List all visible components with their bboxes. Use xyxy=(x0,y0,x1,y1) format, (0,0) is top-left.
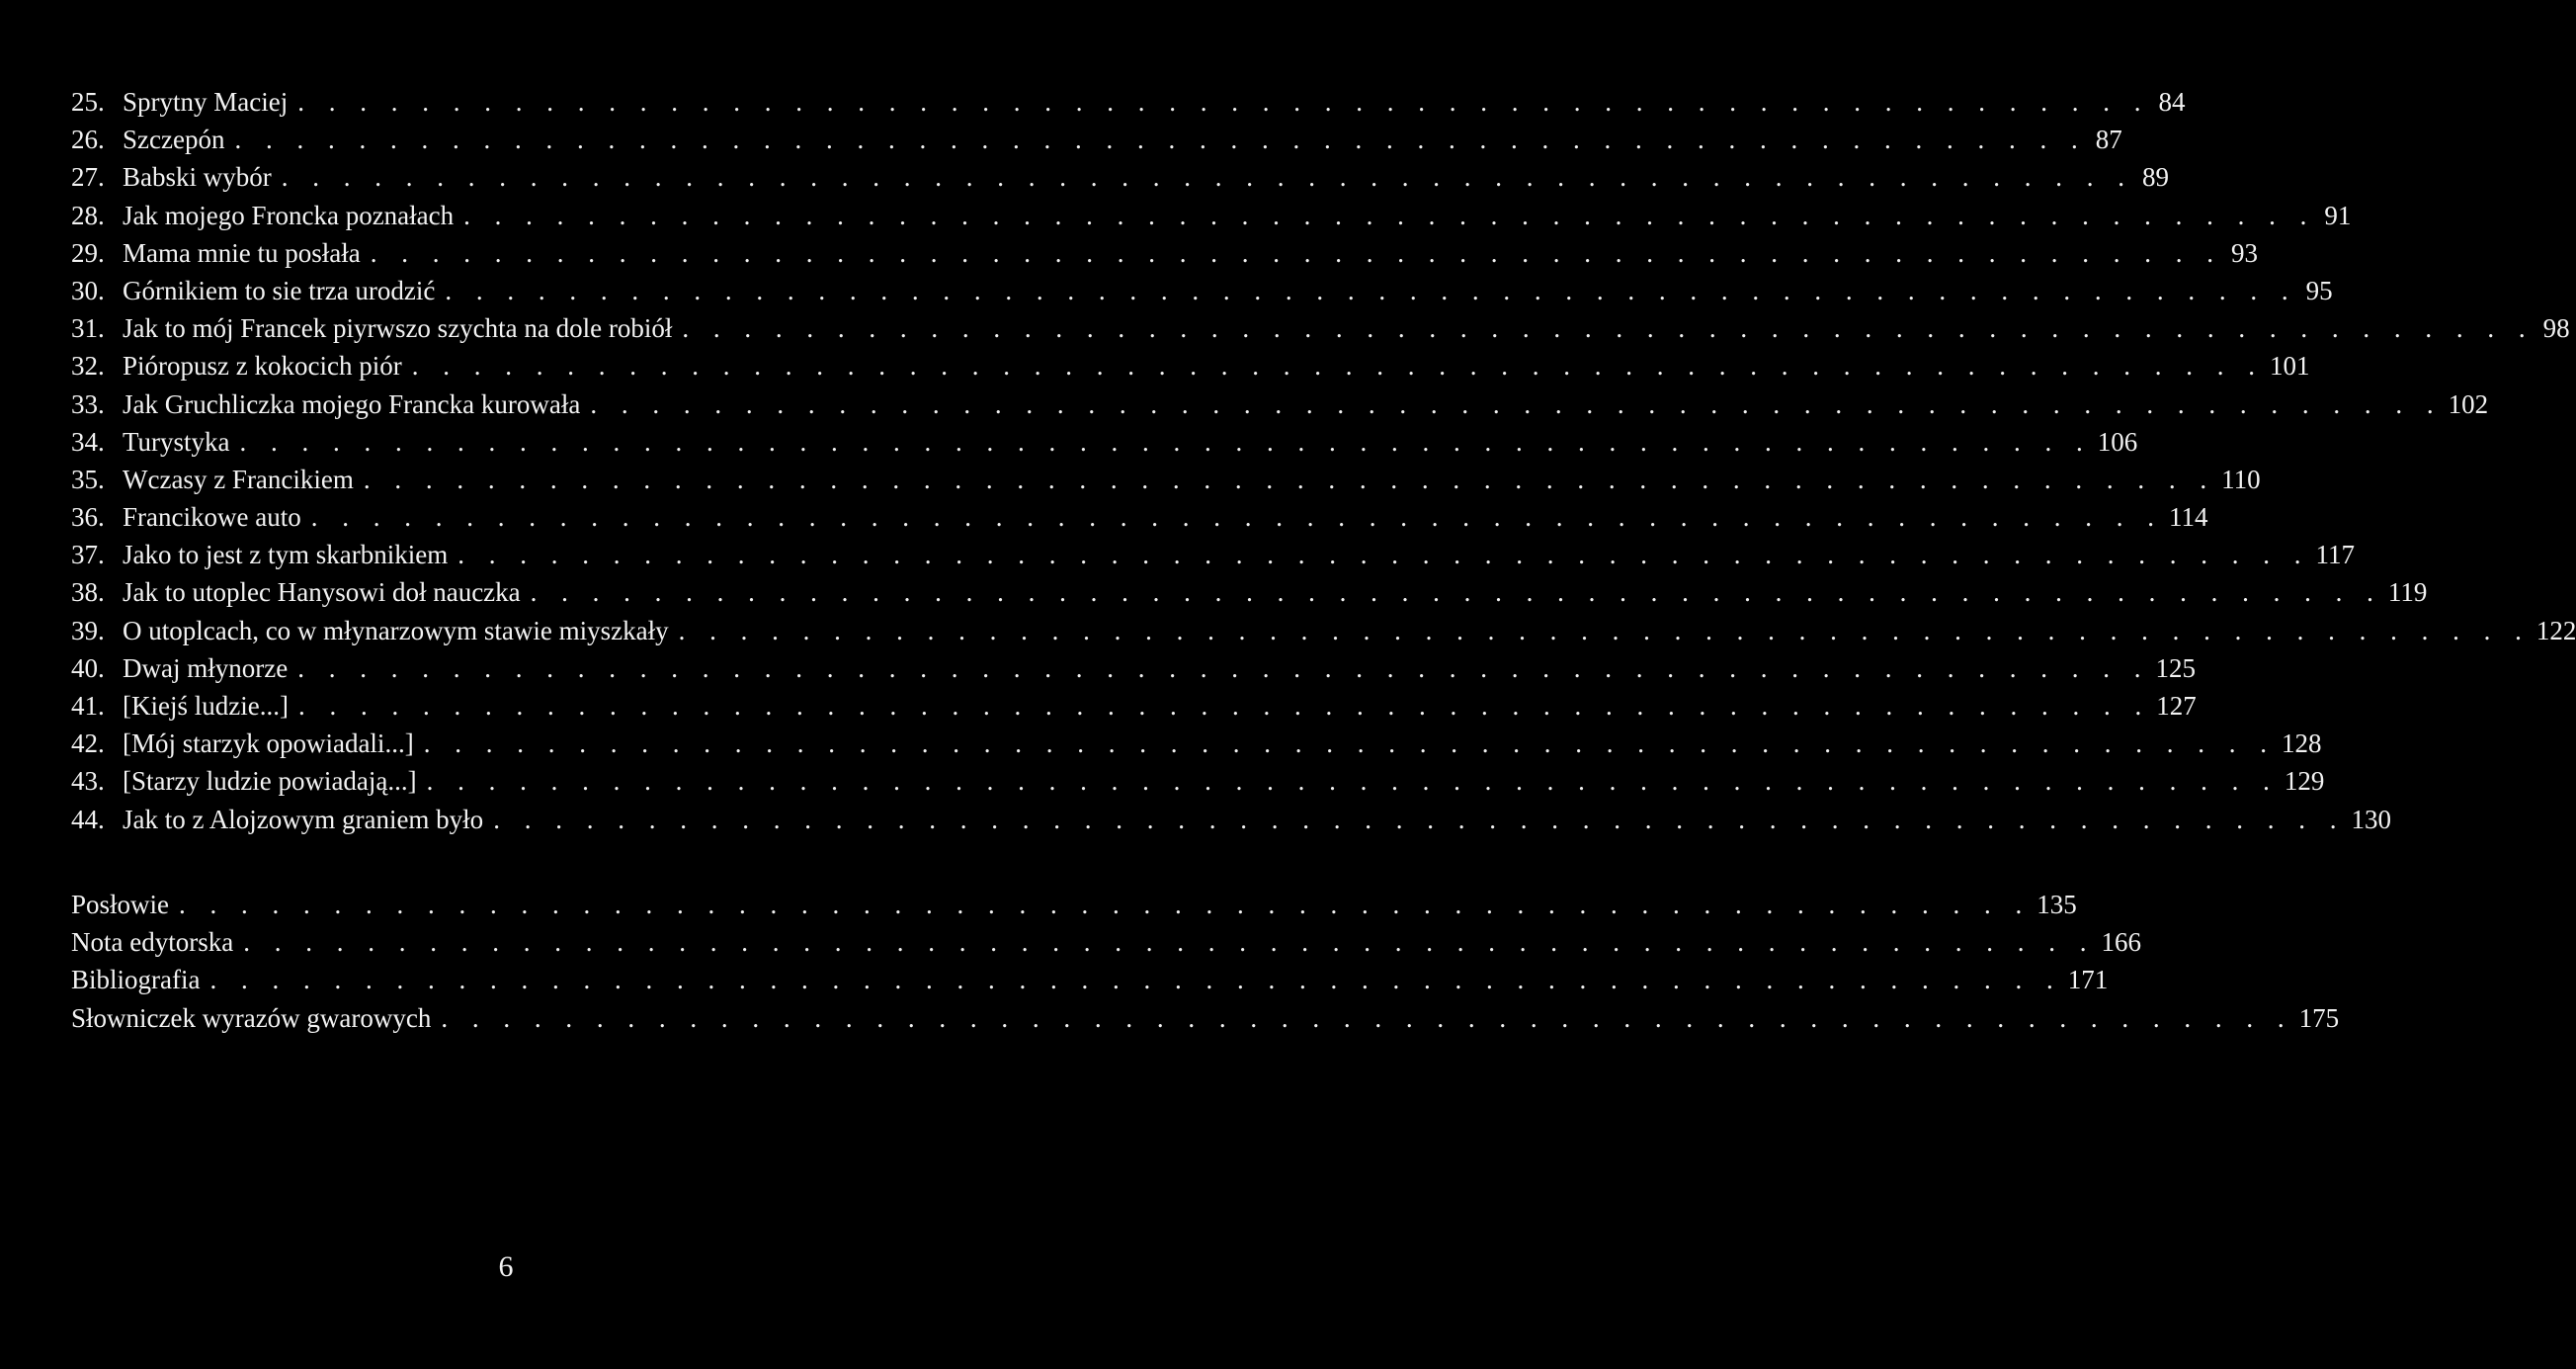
backmatter-list xyxy=(71,886,2340,1037)
backmatter-entry xyxy=(71,999,2340,1037)
chapter-number: 39. xyxy=(71,615,105,645)
dot-leader xyxy=(493,801,2351,838)
page-ref: 101 xyxy=(2269,351,2310,382)
dot-leader xyxy=(531,573,2388,611)
chapter-title: Sprytny Maciej xyxy=(123,87,289,117)
chapter-number: 44. xyxy=(71,804,105,834)
chapter-title: Turystyka xyxy=(123,426,230,457)
toc-entry xyxy=(71,461,2261,498)
chapter-number: 41. xyxy=(71,691,105,721)
section-title: Słowniczek wyrazów gwarowych xyxy=(71,1002,432,1033)
page-ref: 91 xyxy=(2324,200,2352,230)
chapter-number: 28. xyxy=(71,200,105,230)
dot-leader xyxy=(682,309,2539,347)
chapter-title: O utoplcach, co w młynarzowym stawie miyszkały xyxy=(123,615,669,645)
toc-entry xyxy=(71,385,2489,423)
toc-entry xyxy=(71,573,2428,611)
dot-leader xyxy=(297,83,2155,121)
chapter-title: Jak to utoplec Hanysowi doł nauczka xyxy=(123,577,521,608)
chapter-title: Jak Gruchliczka mojego Francka kurowała xyxy=(123,388,581,419)
table-of-contents xyxy=(71,83,2576,838)
toc-entry xyxy=(71,197,2352,234)
chapter-number: 36. xyxy=(71,502,105,533)
toc-entry xyxy=(71,309,2570,347)
page-ref: 98 xyxy=(2542,313,2570,344)
page-ref: 130 xyxy=(2351,804,2391,834)
section-title: Bibliografia xyxy=(71,965,201,995)
chapter-title: Dwaj młynorze xyxy=(123,652,289,683)
page-ref: 125 xyxy=(2155,652,2196,683)
dot-leader xyxy=(457,536,2315,573)
dot-leader xyxy=(441,999,2298,1037)
toc-entry xyxy=(71,801,2391,838)
chapter-title: Jak to z Alojzowym graniem było xyxy=(123,804,484,834)
dot-leader xyxy=(311,498,2169,536)
page-ref: 128 xyxy=(2281,728,2322,759)
page-ref: 129 xyxy=(2284,766,2325,797)
page-ref: 93 xyxy=(2230,237,2258,268)
chapter-title: [Starzy ludzie powiadają...] xyxy=(123,766,417,797)
page-ref: 106 xyxy=(2097,426,2138,457)
dot-leader xyxy=(179,886,2036,923)
chapter-number: 34. xyxy=(71,426,105,457)
chapter-title: [Mój starzyk opowiadali...] xyxy=(123,728,414,759)
toc-entry xyxy=(71,121,2122,158)
chapter-number: 26. xyxy=(71,125,105,155)
section-title: Nota edytorska xyxy=(71,927,234,958)
backmatter-entry xyxy=(71,923,2141,961)
page-ref: 175 xyxy=(2298,1002,2340,1033)
dot-leader xyxy=(234,121,2092,158)
chapter-title: Jak mojego Froncka poznałach xyxy=(123,200,455,230)
section-title: Posłowie xyxy=(71,890,170,919)
chapter-title: Szczepón xyxy=(123,125,225,155)
page-ref: 89 xyxy=(2142,162,2169,193)
chapter-number: 35. xyxy=(71,464,105,494)
toc-entry xyxy=(71,762,2325,800)
toc-entry xyxy=(71,687,2197,725)
page-ref: 117 xyxy=(2315,540,2355,570)
backmatter-entry xyxy=(71,961,2109,998)
page-ref: 95 xyxy=(2305,275,2333,305)
chapter-title: [Kiejś ludzie...] xyxy=(123,691,289,721)
dot-leader xyxy=(209,961,2067,998)
toc-entry xyxy=(71,498,2208,536)
dot-leader xyxy=(679,612,2536,649)
chapter-number: 31. xyxy=(71,313,105,344)
dot-leader xyxy=(298,687,2156,725)
chapter-number: 30. xyxy=(71,275,105,305)
chapter-number: 38. xyxy=(71,577,105,608)
chapter-title: Babski wybór xyxy=(123,162,272,193)
page-ref: 102 xyxy=(2448,388,2489,419)
dot-leader xyxy=(364,461,2221,498)
page-ref: 122 xyxy=(2535,615,2576,645)
toc-entry xyxy=(71,423,2138,461)
backmatter-entry xyxy=(71,886,2077,923)
dot-leader xyxy=(371,234,2228,272)
chapter-title: Górnikiem to sie trza urodzić xyxy=(123,275,436,305)
chapter-number: 33. xyxy=(71,388,105,419)
page-ref: 114 xyxy=(2168,502,2208,533)
page-ref: 110 xyxy=(2221,464,2261,494)
chapter-title: Wczasy z Francikiem xyxy=(123,464,354,494)
page-ref: 119 xyxy=(2387,577,2428,608)
toc-entry xyxy=(71,649,2196,687)
toc-entry xyxy=(71,536,2355,573)
page-number: 6 xyxy=(498,1250,514,1283)
chapter-number: 25. xyxy=(71,87,105,117)
chapter-title: Pióropusz z kokocich piór xyxy=(123,351,402,382)
chapter-number: 32. xyxy=(71,351,105,382)
chapter-title: Francikowe auto xyxy=(123,502,301,533)
dot-leader xyxy=(240,423,2098,461)
chapter-number: 37. xyxy=(71,540,105,570)
toc-entry xyxy=(71,725,2322,762)
page-ref: 127 xyxy=(2156,691,2197,721)
dot-leader xyxy=(297,649,2155,687)
chapter-number: 42. xyxy=(71,728,105,759)
toc-entry xyxy=(71,234,2258,272)
toc-entry xyxy=(71,83,2186,121)
dot-leader xyxy=(427,762,2285,800)
dot-leader xyxy=(424,725,2282,762)
toc-entry xyxy=(71,347,2310,385)
chapter-number: 27. xyxy=(71,162,105,193)
page-ref: 171 xyxy=(2067,965,2109,995)
dot-leader xyxy=(590,385,2448,423)
toc-entry xyxy=(71,272,2333,309)
chapter-title: Jak to mój Francek piyrwszo szychta na dole robiół xyxy=(123,313,673,344)
chapter-number: 43. xyxy=(71,766,105,797)
toc-entry xyxy=(71,158,2169,196)
toc-entry xyxy=(71,612,2576,649)
chapter-number: 29. xyxy=(71,237,105,268)
page-ref: 84 xyxy=(2158,87,2186,117)
chapter-title: Jako to jest z tym skarbnikiem xyxy=(123,540,449,570)
dot-leader xyxy=(282,158,2139,196)
page-ref: 135 xyxy=(2036,890,2077,919)
page-ref: 166 xyxy=(2101,927,2141,958)
dot-leader xyxy=(243,923,2101,961)
dot-leader xyxy=(463,197,2321,234)
chapter-number: 40. xyxy=(71,652,105,683)
chapter-title: Mama mnie tu posłała xyxy=(123,237,361,268)
page-ref: 87 xyxy=(2095,125,2122,155)
dot-leader xyxy=(412,347,2270,385)
dot-leader xyxy=(445,272,2302,309)
